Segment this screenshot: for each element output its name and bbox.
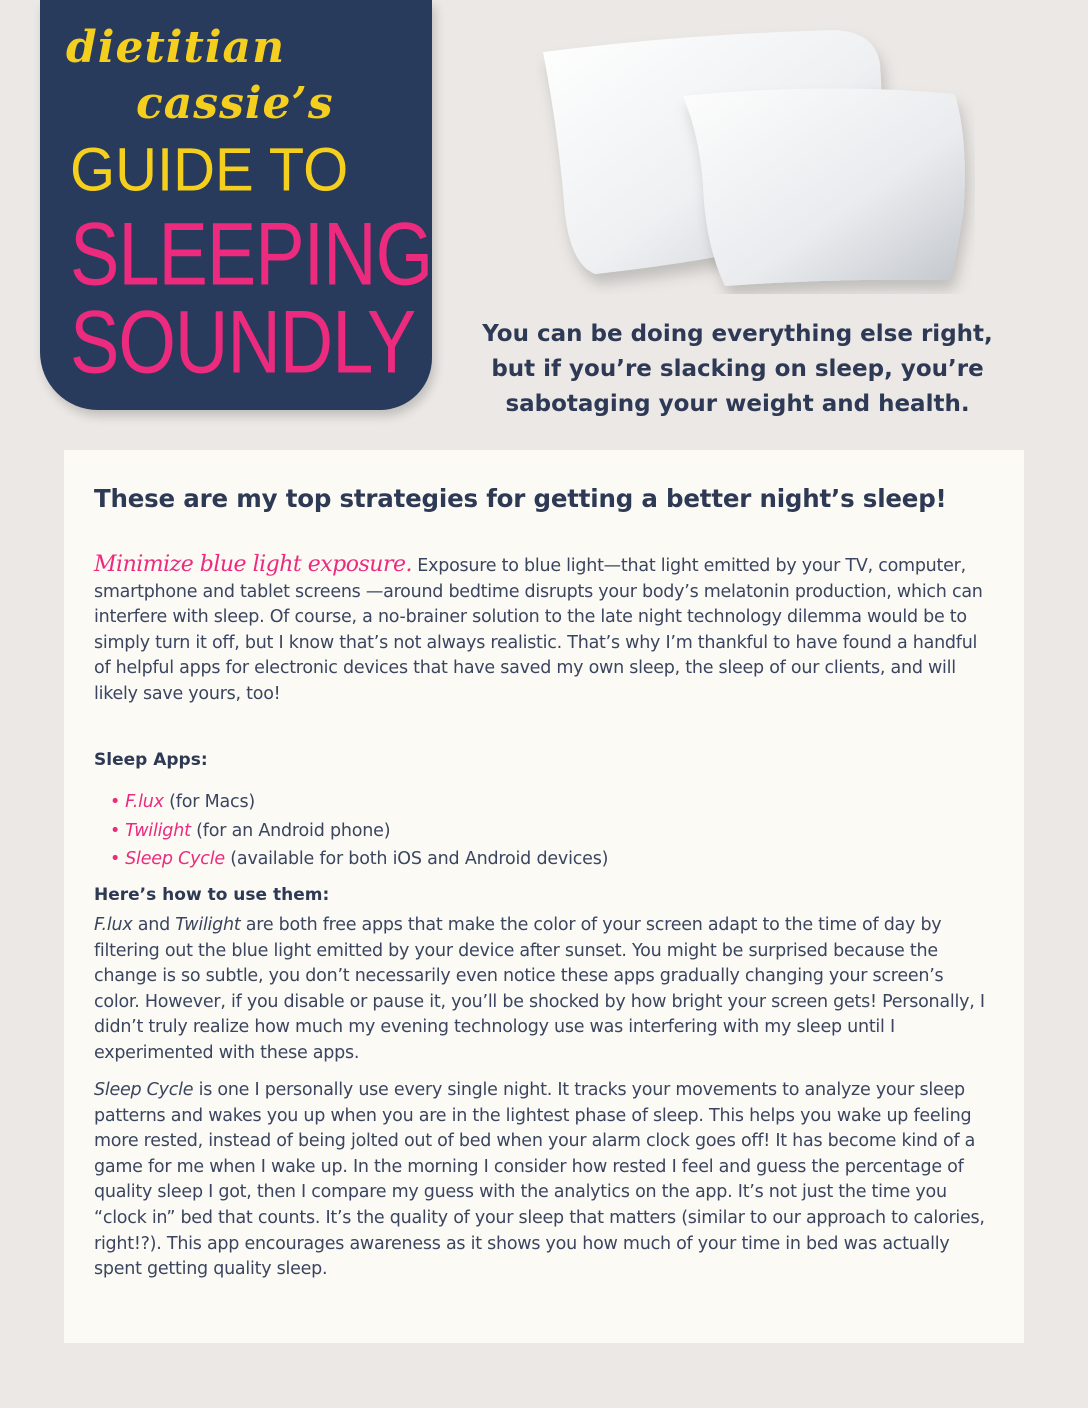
bullet: • (110, 792, 121, 812)
app-desc: (for an Android phone) (190, 820, 391, 841)
title-soundly: SOUNDLY (70, 292, 416, 392)
list-item (110, 817, 608, 846)
title-banner (40, 0, 432, 410)
list-item (110, 788, 608, 817)
sleep-apps-label: Sleep Apps: (94, 750, 208, 770)
blue-light-text: Exposure to blue light—that light emitted by your TV, computer, smartphone and tablet screens —around bedtime disrupts your body’s melatonin production, which can interfere with sleep. Of course, a no-brainer solution to the late night technology dilemma would be to simply turn it off, but I know that’s not always realistic. That’s why I’m thankful to have found a handful of helpful apps for electronic devices that have saved my own sleep, the sleep of our clients, and will likely save yours, too! (94, 556, 983, 704)
how-to-paragraph (94, 913, 994, 1067)
sleep-cycle-paragraph (94, 1078, 994, 1283)
app-name: Twilight (175, 915, 241, 935)
app-name: F.lux (125, 792, 164, 812)
content-panel (64, 450, 1024, 1343)
bullet: • (110, 820, 121, 841)
sleep-apps-list (110, 788, 608, 874)
title-cassies: cassie’s (136, 78, 334, 129)
sleep-cycle-text: is one I personally use every single night. It tracks your movements to analyze your sleep patterns and wakes you up when you are in the lightest phase of sleep. This helps you wake up feeling more rested, instead of being jolted out of bed when your alarm clock goes off! It has become kind of a game for me when I wake up. In the morning I consider how rested I feel and guess the percentage of quality sleep I got, then I compare my guess with the analytics on the app. It’s not just the time you “clock in” bed that counts. It’s the quality of your sleep that matters (similar to our approach to calories, right!?). This app encourages awareness as it shows you how much of your time in bed was actually spent getting quality sleep. (94, 1080, 985, 1280)
pillows-illustration (535, 24, 975, 294)
tagline: You can be doing everything else right, but if you’re slacking on sleep, you’re sabotaging your weight and health. (482, 321, 993, 417)
app-name: Sleep Cycle (94, 1080, 194, 1100)
title-guide-to: GUIDE TO (70, 135, 349, 205)
title-sleeping: SLEEPING (70, 204, 433, 304)
how-to-text: are both free apps that make the color of your screen adapt to the time of day by filtering out the blue light emitted by your device after sunset. You might be surprised because the change is so subtle, you don’t necessarily even notice these apps gradually changing your screen’s color. However, if you disable or pause it, you’ll be shocked by how bright your screen gets! Personally, I didn’t truly realize how much my evening technology use was interfering with my sleep until I experimented with these apps. (94, 915, 985, 1063)
section-heading: These are my top strategies for getting a better night’s sleep! (94, 484, 947, 513)
blue-light-lead: Minimize blue light exposure. (94, 552, 412, 577)
list-item (110, 845, 608, 874)
and-text: and (132, 915, 176, 935)
app-name: F.lux (94, 915, 133, 935)
how-to-label: Here’s how to use them: (94, 885, 330, 905)
app-name: Twilight (125, 820, 191, 841)
app-name: Sleep Cycle (125, 849, 225, 869)
app-desc: (for Macs) (163, 792, 256, 812)
bullet: • (110, 849, 121, 869)
front-pillow (683, 88, 965, 286)
blue-light-paragraph (94, 552, 994, 708)
app-desc: (available for both iOS and Android devices) (224, 849, 609, 869)
title-dietitian: dietitian (66, 22, 286, 73)
